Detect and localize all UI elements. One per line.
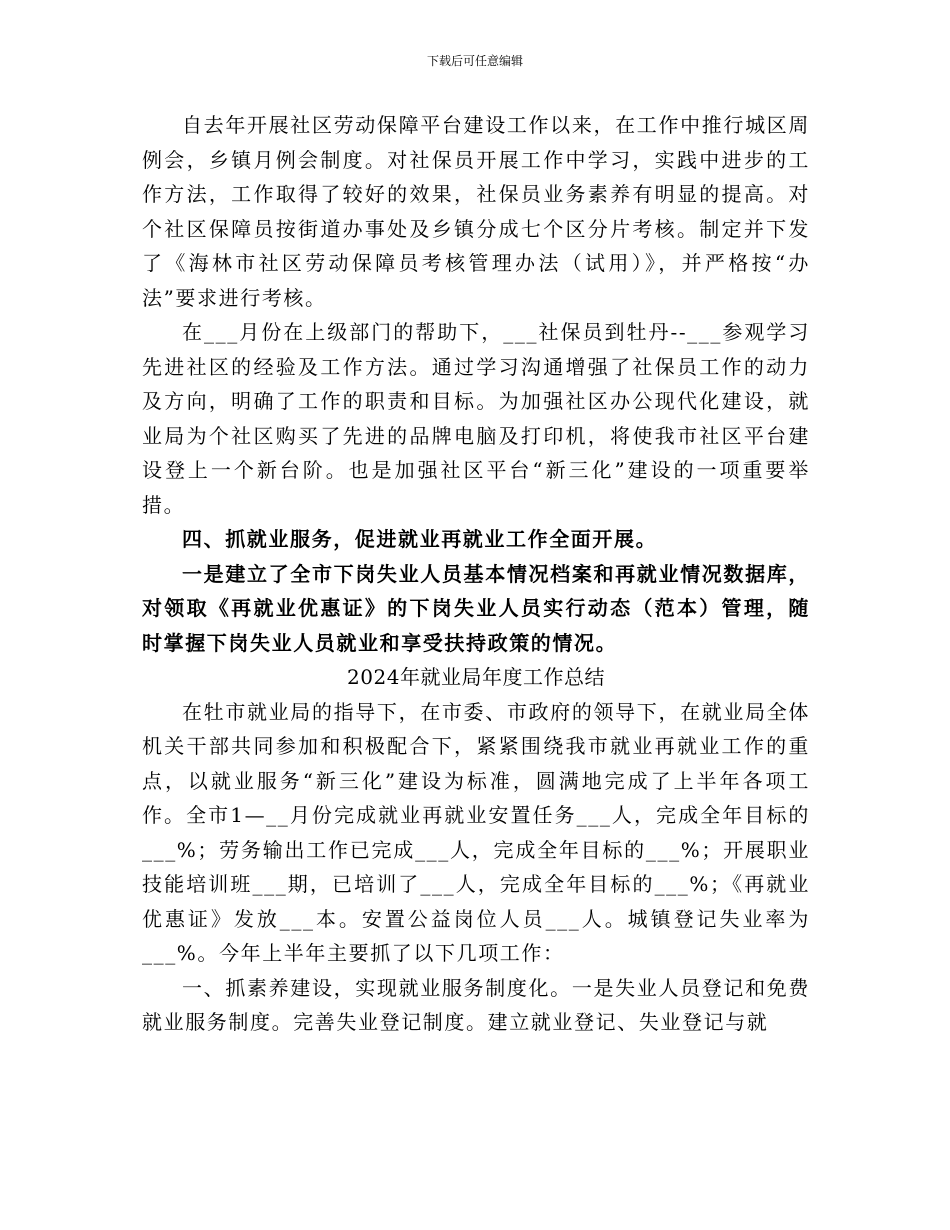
paragraph-platform-construction: 自去年开展社区劳动保障平台建设工作以来，在工作中推行城区周例会，乡镇月例会制度。对社保员开展工作中学习，实践中进步的工作方法，工作取得了较好的效果，社保员业务素养有明显的提高。对个社区保障员按街道办事处及乡镇分成七个区分片考核。制定并下发了《海林市社区劳动保障员考核管理办法（试用）》，并严格按“办法”要求进行考核。 [142, 113, 810, 310]
document-body [142, 108, 810, 1040]
section-heading-employment-service: 四、抓就业服务，促进就业再就业工作全面开展。 [182, 527, 658, 551]
paragraph-quality-building: 一、抓素养建设，实现就业服务制度化。一是失业人员登记和免费就业服务制度。完善失业登记制度。建立就业登记、失业登记与就 [142, 975, 810, 1034]
document-title: 2024年就业局年度工作总结 [347, 665, 605, 689]
paragraph-database: 一是建立了全市下岗失业人员基本情况档案和再就业情况数据库，对领取《再就业优惠证》的下岗失业人员实行动态（范本）管理，随时掌握下岗失业人员就业和享受扶持政策的情况。 [142, 561, 810, 655]
paragraph-summary-intro: 在牡市就业局的指导下，在市委、市政府的领导下，在就业局全体机关干部共同参加和积极配合下，紧紧围绕我市就业再就业工作的重点，以就业服务“新三化”建设为标准，圆满地完成了上半年各项工作。全市1—__月份完成就业再就业安置任务___人，完成全年目标的___%；劳务输出工作已完成___人，完成全年目标的___%；开展职业技能培训班___期，已培训了___人，完成全年目标的___%；《再就业优惠证》发放___本。安置公益岗位人员___人。城镇登记失业率为___%。今年上半年主要抓了以下几项工作： [142, 699, 810, 965]
page-header-note: 下载后可任意编辑 [426, 54, 523, 68]
paragraph-study-visit: 在___月份在上级部门的帮助下，___社保员到牡丹--___参观学习先进社区的经验及工作方法。通过学习沟通增强了社保员工作的动力及方向，明确了工作的职责和目标。为加强社区办公现代化建设，就业局为个社区购买了先进的品牌电脑及打印机，将使我市社区平台建设登上一个新台阶。也是加强社区平台“新三化”建设的一项重要举措。 [142, 320, 810, 517]
